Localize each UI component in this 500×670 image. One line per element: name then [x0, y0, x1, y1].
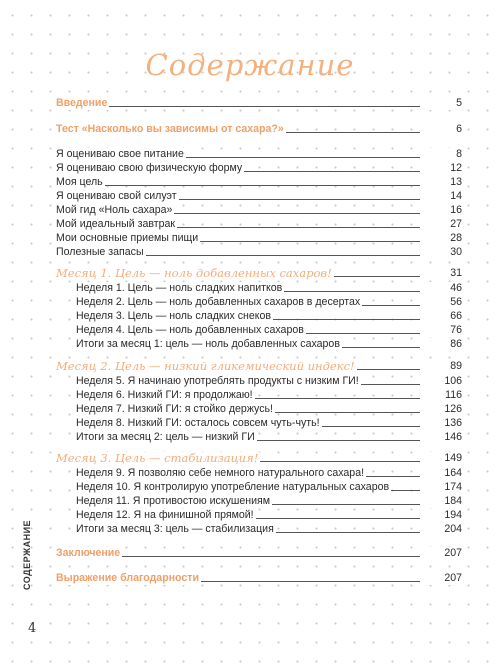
toc-entry-label: Неделя 3. Цель — ноль сладких снеков [76, 310, 272, 322]
toc-entry-label: Итоги за месяц 1: цель — ноль добавленных сахаров [76, 338, 340, 350]
toc-entry-label: Неделя 5. Я начинаю употреблять продукты с низким ГИ! [76, 375, 359, 387]
toc-entry-page: 126 [420, 403, 462, 416]
toc-entry-label: Месяц 3. Цель — стабилизация! [56, 451, 259, 465]
dot-leader [284, 291, 420, 292]
dot-leader [179, 199, 420, 200]
toc-entry-test[interactable] [56, 120, 462, 136]
toc-entry-page: 164 [420, 467, 462, 480]
toc-entry-page: 106 [420, 375, 462, 388]
toc-entry-page: 56 [420, 296, 462, 309]
toc-entry-page: 146 [420, 431, 462, 444]
toc-entry-page: 89 [420, 360, 462, 373]
dot-leader [244, 171, 420, 172]
toc-entry-page: 174 [420, 481, 462, 494]
toc-entry-label: Введение [56, 97, 108, 109]
dot-leader [276, 532, 420, 533]
toc-month-1[interactable] [56, 264, 462, 280]
toc-month-2[interactable] [56, 357, 462, 373]
toc-entry-label: Выражение благодарности [56, 572, 199, 584]
dot-leader [342, 347, 420, 348]
toc-entry-label: Неделя 11. Я противостою искушениям [76, 495, 271, 507]
dot-leader [322, 426, 420, 427]
toc-entry-label: Месяц 2. Цель — низкий гликемический индекс! [56, 359, 355, 373]
dot-leader [275, 412, 420, 413]
toc-entry-label: Неделя 7. Низкий ГИ: я стойко держусь! [76, 403, 273, 415]
toc-entry[interactable] [56, 243, 462, 259]
toc-month-3[interactable] [56, 449, 462, 465]
toc-entry-label: Мой гид «Ноль сахара» [56, 204, 173, 216]
dot-leader [391, 490, 420, 491]
toc-entry-intro[interactable] [56, 94, 462, 110]
toc-summary-entry[interactable] [76, 335, 462, 351]
toc-entry-label: Неделя 10. Я контролирую употребление натуральных сахаров [76, 481, 390, 493]
toc-entry-acknowledgements[interactable] [56, 569, 462, 585]
dot-leader [255, 398, 420, 399]
page-number: 4 [28, 621, 37, 636]
dot-leader [122, 556, 420, 557]
toc-entry-label: Мои основные приемы пищи [56, 232, 199, 244]
toc-entry-page: 30 [420, 246, 462, 259]
toc-entry-label: Я оцениваю свою физическую форму [56, 162, 243, 174]
toc-entry-page: 27 [420, 218, 462, 231]
page-title: Содержание [145, 48, 355, 82]
dot-leader [201, 581, 420, 582]
toc-entry-label: Мой идеальный завтрак [56, 218, 176, 230]
toc-entry-label: Я оцениваю свое питание [56, 148, 184, 160]
toc-entry-page: 136 [420, 417, 462, 430]
toc-entry-page: 116 [420, 389, 462, 402]
dot-leader [260, 461, 420, 462]
toc-entry-page: 149 [420, 452, 462, 465]
toc-entry-page: 16 [420, 204, 462, 217]
toc-entry-label: Итоги за месяц 2: цель — низкий ГИ [76, 431, 255, 443]
toc-entry-label: Неделя 9. Я позволяю себе немного натурального сахара! [76, 467, 365, 479]
dot-leader [273, 319, 420, 320]
dot-leader [177, 227, 420, 228]
dot-leader [362, 305, 420, 306]
toc-entry-label: Неделя 4. Цель — ноль добавленных сахаров [76, 324, 304, 336]
dot-leader [361, 384, 420, 385]
dot-leader [256, 518, 420, 519]
toc-entry-label: Неделя 1. Цель — ноль сладких напитков [76, 282, 283, 294]
toc-entry-page: 31 [420, 267, 462, 280]
dot-leader [186, 157, 420, 158]
toc-entry-page: 66 [420, 310, 462, 323]
toc-entry-page: 6 [420, 123, 462, 136]
toc-entry-label: Итоги за месяц 3: цель — стабилизация [76, 523, 274, 535]
toc-entry-page: 13 [420, 176, 462, 189]
dot-leader [306, 333, 420, 334]
dot-leader [257, 440, 420, 441]
dot-leader [200, 241, 420, 242]
toc-entry-label: Неделя 6. Низкий ГИ: я продолжаю! [76, 389, 253, 401]
toc-entry-page: 194 [420, 509, 462, 522]
toc-entry-label: Неделя 12. Я на финишной прямой! [76, 509, 254, 521]
toc-entry-label: Неделя 8. Низкий ГИ: осталось совсем чуть-чуть! [76, 417, 320, 429]
toc-entry-page: 204 [420, 523, 462, 536]
toc-entry-label: Неделя 2. Цель — ноль добавленных сахаров в десертах [76, 296, 361, 308]
side-section-label: СОДЕРЖАНИЕ [22, 519, 32, 590]
toc-entry-page: 207 [420, 547, 462, 560]
dot-leader [366, 476, 420, 477]
toc-entry-page: 28 [420, 232, 462, 245]
dot-leader [109, 106, 420, 107]
toc-entry-page: 184 [420, 495, 462, 508]
toc-entry-page: 46 [420, 282, 462, 295]
dot-leader [286, 132, 420, 133]
toc-entry-conclusion[interactable] [56, 544, 462, 560]
toc-entry-page: 207 [420, 572, 462, 585]
toc-entry-label: Моя цель [56, 176, 103, 188]
dot-leader [272, 504, 420, 505]
dot-leader [105, 185, 420, 186]
toc-entry-label: Тест «Насколько вы зависимы от сахара?» [56, 123, 284, 135]
toc-entry-label: Полезные запасы [56, 246, 144, 258]
toc-entry-page: 86 [420, 338, 462, 351]
toc-summary-entry[interactable] [76, 520, 462, 536]
toc-entry-label: Я оцениваю свой силуэт [56, 190, 177, 202]
toc-entry-label: Месяц 1. Цель — ноль добавленных сахаров! [56, 266, 332, 280]
toc-entry-page: 8 [420, 148, 462, 161]
dot-leader [146, 255, 420, 256]
toc-entry-label: Заключение [56, 547, 121, 559]
toc-entry-page: 76 [420, 324, 462, 337]
dot-leader [357, 369, 420, 370]
toc-entry-page: 5 [420, 97, 462, 110]
dot-leader [334, 276, 420, 277]
toc-entry-page: 12 [420, 162, 462, 175]
toc-summary-entry[interactable] [76, 428, 462, 444]
dot-leader [174, 213, 420, 214]
toc-entry-page: 14 [420, 190, 462, 203]
